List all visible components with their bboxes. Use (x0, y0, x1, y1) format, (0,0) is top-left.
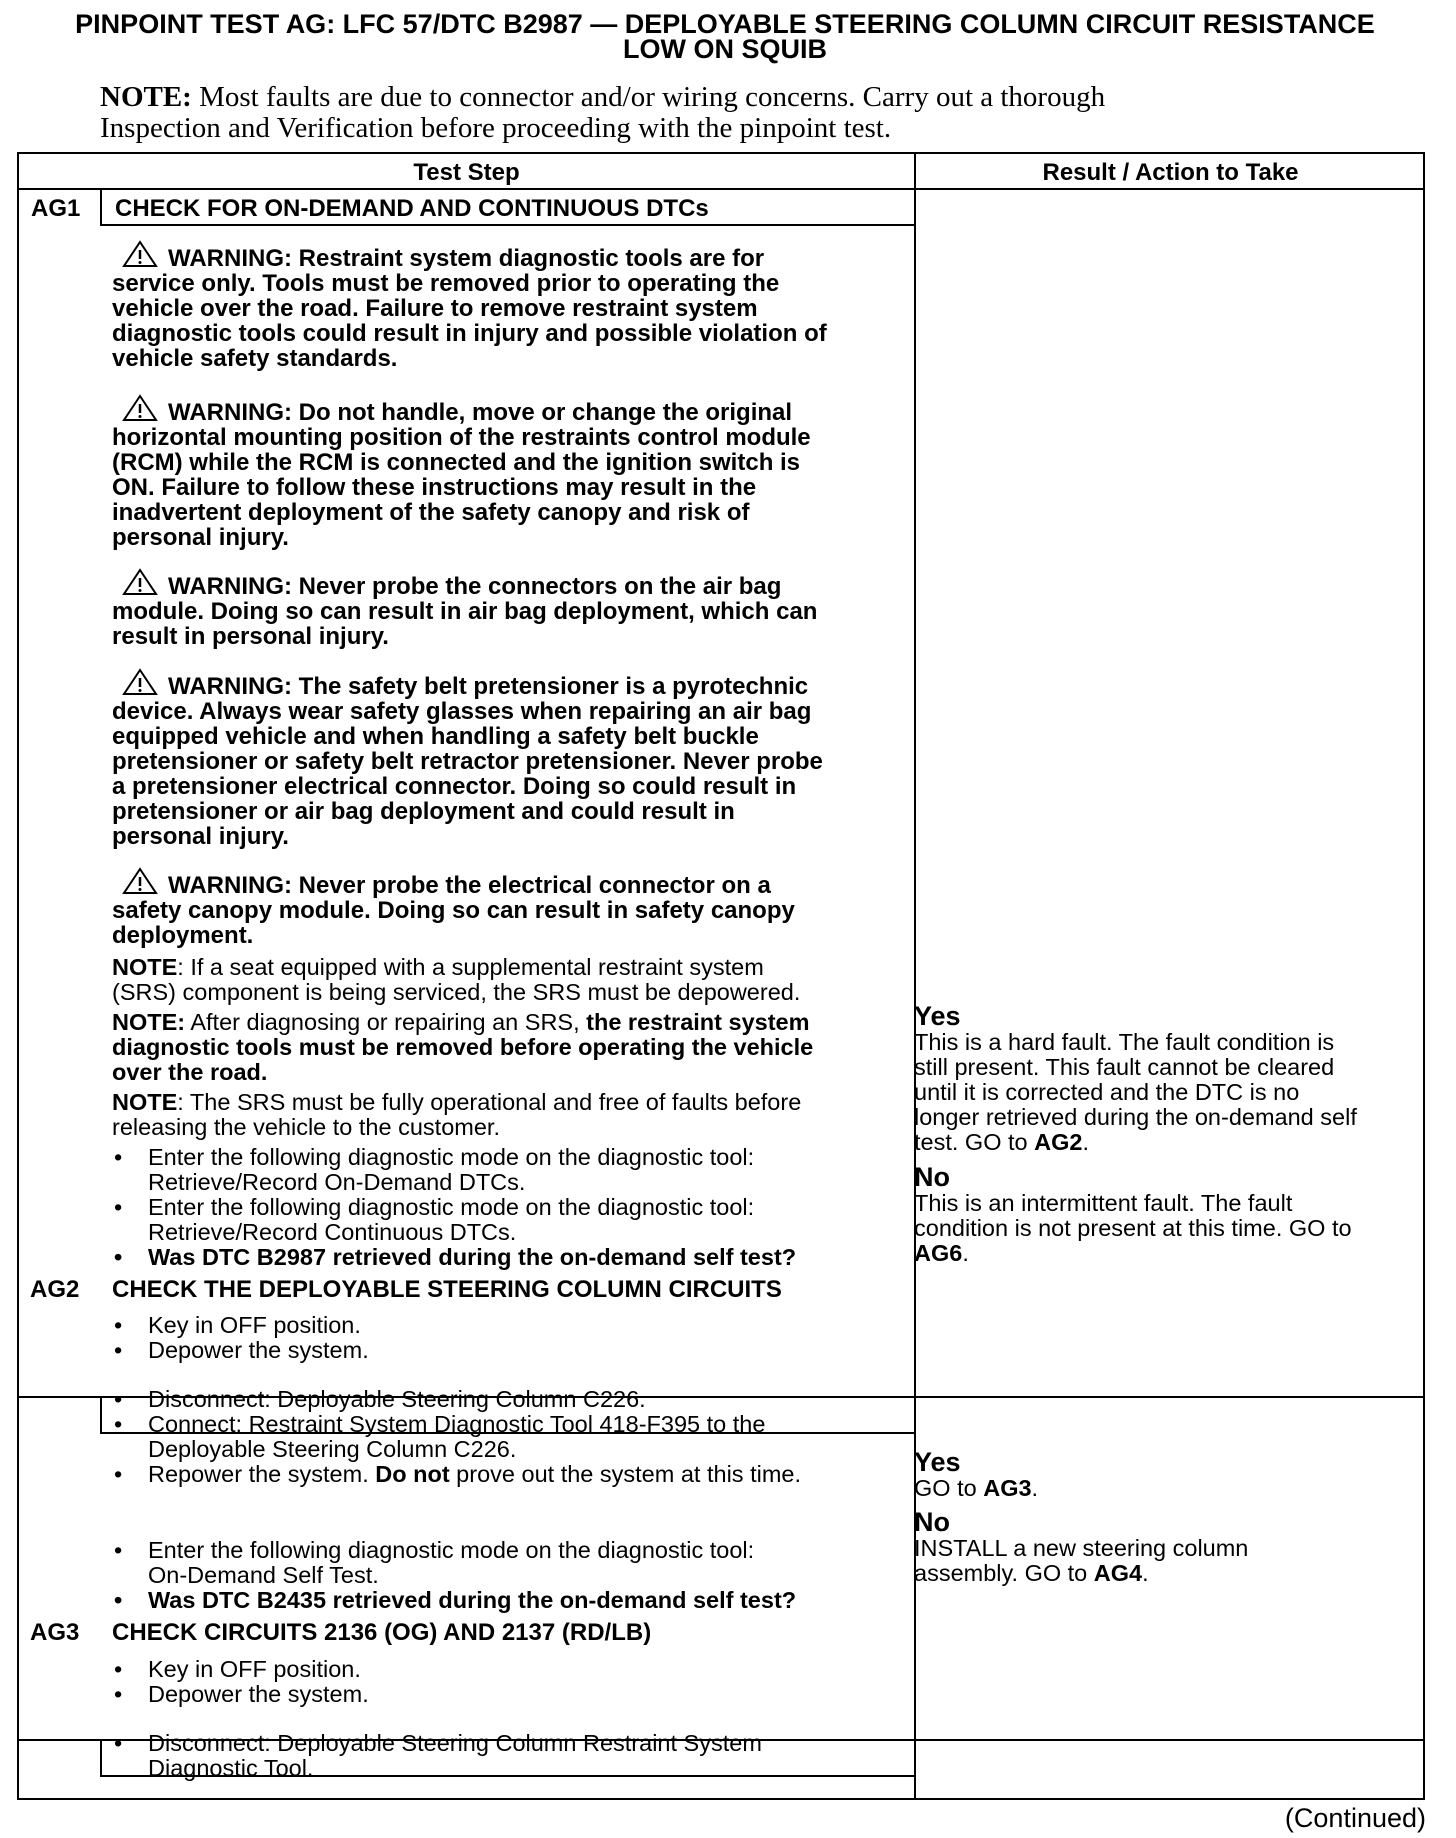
ag2-result-no: No INSTALL a new steering column assembly. GO to AG4. (914, 1508, 1414, 1586)
ag2-bullet-diagnostic-mode: • Enter the following diagnostic mode on the diagnostic tool: On-Demand Self Test. (112, 1538, 912, 1588)
warning-3: WARNING: Never probe the connectors on the air bag module. Doing so can result in air bag deployment, which can result in personal injury. (112, 568, 902, 649)
step-title-ag1: CHECK FOR ON-DEMAND AND CONTINUOUS DTCs (115, 195, 709, 222)
warning-5: WARNING: Never probe the electrical connector on a safety canopy module. Doing so can result in safety canopy deployment. (112, 867, 902, 948)
yes-label: Yes (914, 1001, 961, 1031)
warning-triangle-icon (122, 867, 158, 895)
ag2-bullet-repower: • Repower the system. Do not prove out the system at this time. (112, 1462, 912, 1487)
ag3-bullet-depower: • Depower the system. (112, 1682, 912, 1707)
yes-label: Yes (914, 1447, 961, 1477)
ag2-bullet-depower: • Depower the system. (112, 1338, 912, 1363)
warning-2: WARNING: Do not handle, move or change the original horizontal mounting position of the restraints control module (RCM) while the RCM is connected and the ignition switch is ON. Failure to follow these instructions may result in the inadvertent deployment of the safety canopy and risk of personal injury. (112, 394, 902, 550)
ag2-bullet-connect: • Connect: Restraint System Diagnostic Tool 418-F395 to the Deployable Steering Column C226. (112, 1412, 912, 1462)
warning-triangle-icon (122, 668, 158, 696)
ag1-result-yes: Yes This is a hard fault. The fault condition is still present. This fault cannot be cleared until it is corrected and the DTC is no longer retrieved during the on-demand self test. GO to AG2. (914, 1002, 1414, 1155)
intro-note (100, 82, 1300, 144)
step-title-ag3: CHECK CIRCUITS 2136 (OG) AND 2137 (RD/LB) (112, 1619, 652, 1646)
no-label: No (914, 1162, 950, 1192)
header-underline (19, 188, 1425, 190)
title-line-2: LOW ON SQUIB (623, 34, 827, 64)
note-remove-tools: NOTE: After diagnosing or repairing an SRS, the restraint system diagnostic tools must be removed before operating the vehicle over the road. (112, 1009, 814, 1085)
ag1-title-underline (100, 224, 916, 226)
warning-1: WARNING: Restraint system diagnostic tools are for service only. Tools must be removed prior to operating the vehicle over the road. Failure to remove restraint system diagnostic tools could result in injury and possible violation of vehicle safety standards. (112, 240, 902, 371)
divider-id-title (100, 1398, 102, 1432)
header-result: Result / Action to Take (1042, 159, 1299, 186)
step-id-ag3: AG3 (30, 1619, 80, 1646)
warning-4: WARNING: The safety belt pretensioner is a pyrotechnic device. Always wear safety glasses when repairing an air bag equipped vehicle and when handling a safety belt buckle pretensioner or safety belt retractor pretensioner. Never probe a pretensioner electrical connector. Doing so could result in pretensioner or air bag deployment and could result in personal injury. (112, 668, 902, 849)
intro-note-line-2: Inspection and Verification before proceeding with the pinpoint test. (100, 112, 892, 144)
warning-triangle-icon (122, 240, 158, 268)
ag1-bullet-continuous: • Enter the following diagnostic mode on the diagnostic tool: Retrieve/Record Continuous DTCs. (112, 1195, 912, 1245)
ag3-bullet-disconnect: • Disconnect: Deployable Steering Column Restraint System Diagnostic Tool. (112, 1731, 912, 1781)
ag2-bullet-key-off: • Key in OFF position. (112, 1313, 912, 1338)
continued-label: (Continued) (1284, 1803, 1426, 1833)
note-depower: NOTE: If a seat equipped with a supplemental restraint system (SRS) component is being serviced, the SRS must be depowered. (112, 954, 801, 1005)
divider-id-title (100, 190, 102, 224)
ag1-bullet-ondemand: • Enter the following diagnostic mode on the diagnostic tool: Retrieve/Record On-Demand DTCs. (112, 1145, 912, 1195)
step-title-ag2: CHECK THE DEPLOYABLE STEERING COLUMN CIRCUITS (112, 1276, 782, 1303)
title-line-1: PINPOINT TEST AG: LFC 57/DTC B2987 — DEPLOYABLE STEERING COLUMN CIRCUIT RESISTANCE (75, 9, 1375, 39)
step-id-ag2: AG2 (30, 1276, 80, 1303)
header-test-step: Test Step (413, 159, 520, 186)
ag2-result-yes: Yes GO to AG3. (914, 1448, 1414, 1501)
ag1-question: • Was DTC B2987 retrieved during the on-demand self test? (112, 1245, 912, 1270)
warning-triangle-icon (122, 568, 158, 596)
note-srs-operational: NOTE: The SRS must be fully operational and free of faults before releasing the vehicle to the customer. (112, 1089, 802, 1140)
no-label: No (914, 1507, 950, 1537)
ag1-result-no: No This is an intermittent fault. The fault condition is not present at this time. GO to AG6. (914, 1163, 1414, 1266)
ag2-bullet-disconnect: • Disconnect: Deployable Steering Column C226. (112, 1387, 912, 1412)
intro-note-label: NOTE: (100, 81, 192, 113)
ag2-question: • Was DTC B2435 retrieved during the on-demand self test? (112, 1588, 912, 1613)
page-title (20, 9, 1430, 64)
ag3-bullet-key-off: • Key in OFF position. (112, 1657, 912, 1682)
intro-note-line-1: Most faults are due to connector and/or wiring concerns. Carry out a thorough (191, 81, 1106, 113)
divider-id-title (100, 1741, 102, 1775)
warning-triangle-icon (122, 394, 158, 422)
step-id-ag1: AG1 (31, 195, 81, 222)
